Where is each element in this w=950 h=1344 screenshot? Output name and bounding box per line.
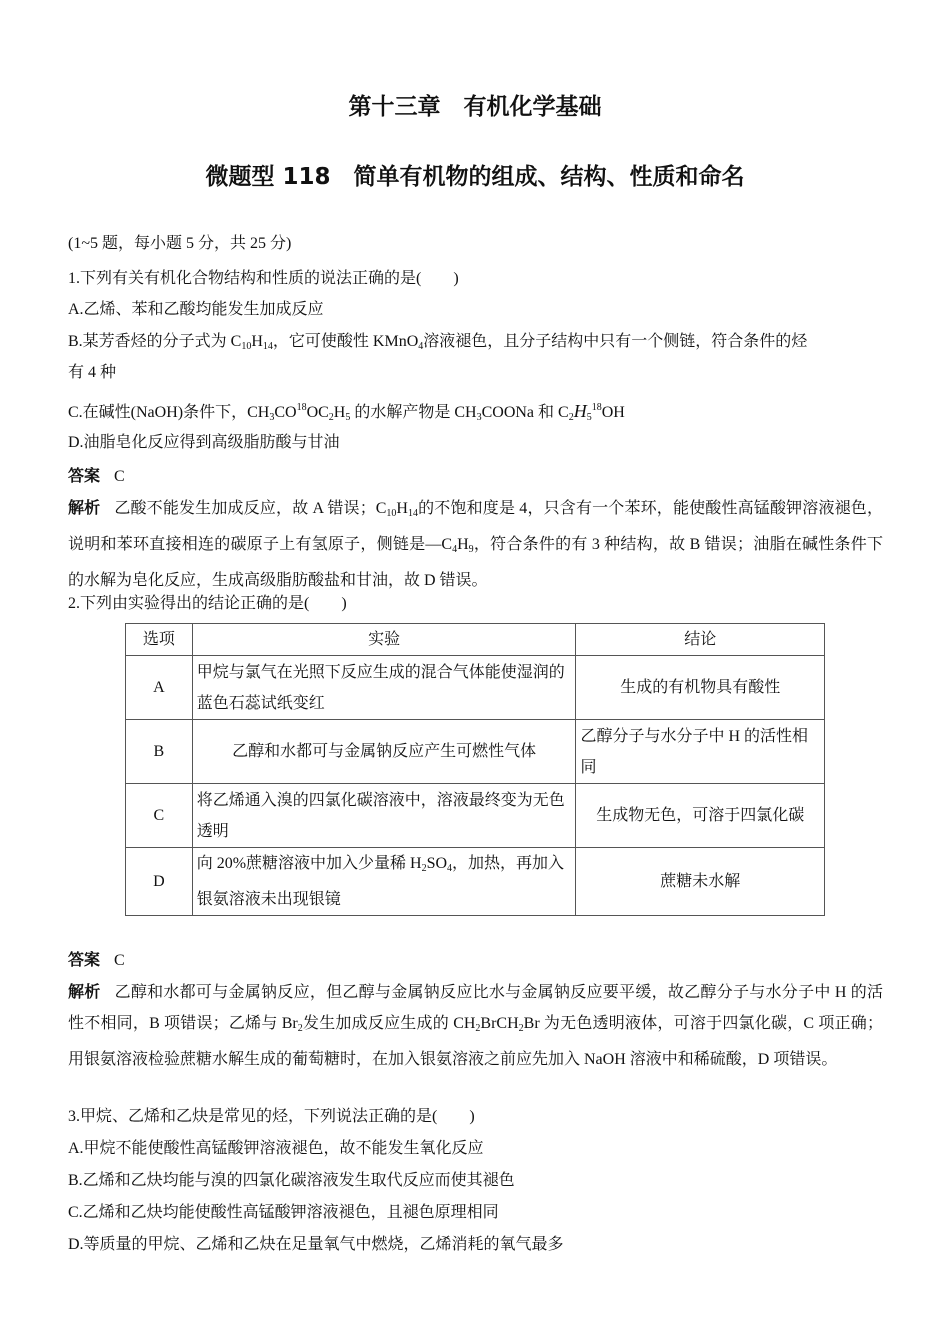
q2-analysis-label: 解析 xyxy=(68,982,101,1001)
q1-b-text-3: 溶液褪色，且分子结构中只有一个侧链，符合条件的烃 xyxy=(423,333,808,350)
table-row xyxy=(126,784,825,848)
q3-option-c: C.乙烯和乙炔均能使酸性高锰酸钾溶液褪色，且褪色原理相同 xyxy=(68,1204,499,1221)
q1-analysis: 解析 乙酸不能发生加成反应，故 A 错误；$C_{10}H_{14}$的不饱和度是 4，只含有一个苯环，能使酸性高锰酸钾溶液褪色，说明和苯环直接相连的碳原子上有氢原子，侧链是$—C_4H_9$，符合条件的有 3 种结构，故 B 错误；油脂在碱性条件下的水解为皂化反应，生成高级脂肪酸盐和甘油，故 D 错误。 xyxy=(68,498,883,589)
table-cell-experiment: 向 20%蔗糖溶液中加入少量稀 $H_2SO_4$，加热，再加入银氨溶液未出现银镜 xyxy=(192,848,576,916)
q1-option-c: C.在碱性(NaOH)条件下，$CH_3CO^{18}OC_2H_5$ 的水解产物是 $CH_3COONa$ 和 $C_2H_5^{18}OH$ xyxy=(68,401,625,423)
q1-option-d: D.油脂皂化反应得到高级脂肪酸与甘油 xyxy=(68,434,340,451)
q2-analysis-text-1: 乙醇和水都可与金属钠反应，但乙醇与金属钠反应比水与金属钠反应要平缓，故乙醇分子与水分子中 H 的活性不相同，B 项错误；乙烯与 Br xyxy=(68,984,883,1032)
table-row xyxy=(126,720,825,784)
table-cell-option: A xyxy=(126,656,193,720)
table-row xyxy=(126,848,825,916)
table-cell-experiment-text-1: 向 20%蔗糖溶液中加入少量稀 H xyxy=(196,855,422,872)
q1-b-text-2: ，它可使酸性 KMnO xyxy=(272,333,419,350)
table-header: 结论 xyxy=(576,624,825,656)
table-row xyxy=(126,656,825,720)
q3-option-d: D.等质量的甲烷、乙烯和乙炔在足量氧气中燃烧，乙烯消耗的氧气最多 xyxy=(68,1236,564,1253)
q2-answer-value: C xyxy=(114,952,125,969)
table-cell-conclusion: 生成的有机物具有酸性 xyxy=(576,656,825,720)
q3-stem: 3.甲烷、乙烯和乙炔是常见的烃，下列说法正确的是( ) xyxy=(68,1108,475,1125)
q1-option-a: A.乙烯、苯和乙酸均能发生加成反应 xyxy=(68,301,324,318)
intro-line: (1~5 题，每小题 5 分，共 25 分) xyxy=(68,235,292,252)
q1-analysis-label: 解析 xyxy=(68,498,101,517)
table-header-row xyxy=(126,624,825,656)
q1-answer-label: 答案 xyxy=(68,466,101,485)
q1-analysis-text-3: ，符合条件的有 3 种结构，故 B 错误；油脂在碱性条件下的水解为皂化反应，生成高级脂肪酸盐和甘油，故 D 错误。 xyxy=(68,536,883,589)
table-cell-conclusion: 生成物无色，可溶于四氯化碳 xyxy=(576,784,825,848)
q3-option-a: A.甲烷不能使酸性高锰酸钾溶液褪色，故不能发生氧化反应 xyxy=(68,1140,484,1157)
table-cell-conclusion: 乙醇分子与水分子中 H 的活性相同 xyxy=(576,720,825,784)
q1-b-text-1: B.某芳香烃的分子式为 C xyxy=(68,333,242,350)
q1-stem: 1.下列有关有机化合物结构和性质的说法正确的是( ) xyxy=(68,270,459,287)
table-header: 选项 xyxy=(126,624,193,656)
table-cell-option: B xyxy=(126,720,193,784)
q2-answer-label: 答案 xyxy=(68,950,101,969)
q2-analysis: 解析 乙醇和水都可与金属钠反应，但乙醇与金属钠反应比水与金属钠反应要平缓，故乙醇分子与水分子中 H 的活性不相同，B 项错误；乙烯与 $Br_2$发生加成反应生成的 $CH_2BrCH_2Br$ 为无色透明液体，可溶于四氯化碳，C 项正确；用银氨溶液检验蔗糖水解生成的葡萄糖时，在加入银氨溶液之前应先加入 NaOH 溶液中和稀硫酸，D 项错误。 xyxy=(68,982,883,1068)
q2-analysis-text-2: 发生加成反应生成的 CH xyxy=(302,1015,476,1032)
q1-analysis-text-1: 乙酸不能发生加成反应，故 A 错误；C xyxy=(114,500,387,517)
table-cell-experiment: 甲烷与氯气在光照下反应生成的混合气体能使湿润的蓝色石蕊试纸变红 xyxy=(192,656,576,720)
q1-option-b: B.某芳香烃的分子式为 $C_{10}H_{14}$，它可使酸性 KMnO$_4$溶液褪色，且分子结构中只有一个侧链，符合条件的烃 xyxy=(68,333,808,352)
q1-c-text: C.在碱性(NaOH)条件下，CH xyxy=(68,404,270,421)
q3-option-b: B.乙烯和乙炔均能与溴的四氯化碳溶液发生取代反应而使其褪色 xyxy=(68,1172,515,1189)
table-cell-experiment-text-2: ，加热，再加入银氨溶液未出现银镜 xyxy=(196,855,565,908)
table-cell-option: D xyxy=(126,848,193,916)
chapter-title: 第十三章 有机化学基础 xyxy=(348,94,602,120)
q1-answer-value: C xyxy=(114,468,125,485)
table-cell-option: C xyxy=(126,784,193,848)
sub-title: 微题型 118 简单有机物的组成、结构、性质和命名 xyxy=(205,164,745,190)
experiment-table xyxy=(125,623,825,916)
q2-stem: 2.下列由实验得出的结论正确的是( ) xyxy=(68,595,347,612)
table-cell-experiment: 乙醇和水都可与金属钠反应产生可燃性气体 xyxy=(192,720,576,784)
q1-answer xyxy=(68,460,883,492)
table-cell-experiment: 将乙烯通入溴的四氯化碳溶液中，溶液最终变为无色透明 xyxy=(192,784,576,848)
table-cell-conclusion: 蔗糖未水解 xyxy=(576,848,825,916)
q2-analysis-text-3: 为无色透明液体，可溶于四氯化碳，C 项正确；用银氨溶液检验蔗糖水解生成的葡萄糖时，在加入银氨溶液之前应先加入 NaOH 溶液中和稀硫酸，D 项错误。 xyxy=(68,1015,883,1068)
q1-option-b-cont: 有 4 种 xyxy=(68,364,117,381)
q2-answer xyxy=(68,944,883,976)
table-header: 实验 xyxy=(192,624,576,656)
q1-analysis-text-2: 的不饱和度是 4，只含有一个苯环，能使酸性高锰酸钾溶液褪色，说明和苯环直接相连的碳原子上有氢原子，侧链是—C xyxy=(68,500,883,553)
